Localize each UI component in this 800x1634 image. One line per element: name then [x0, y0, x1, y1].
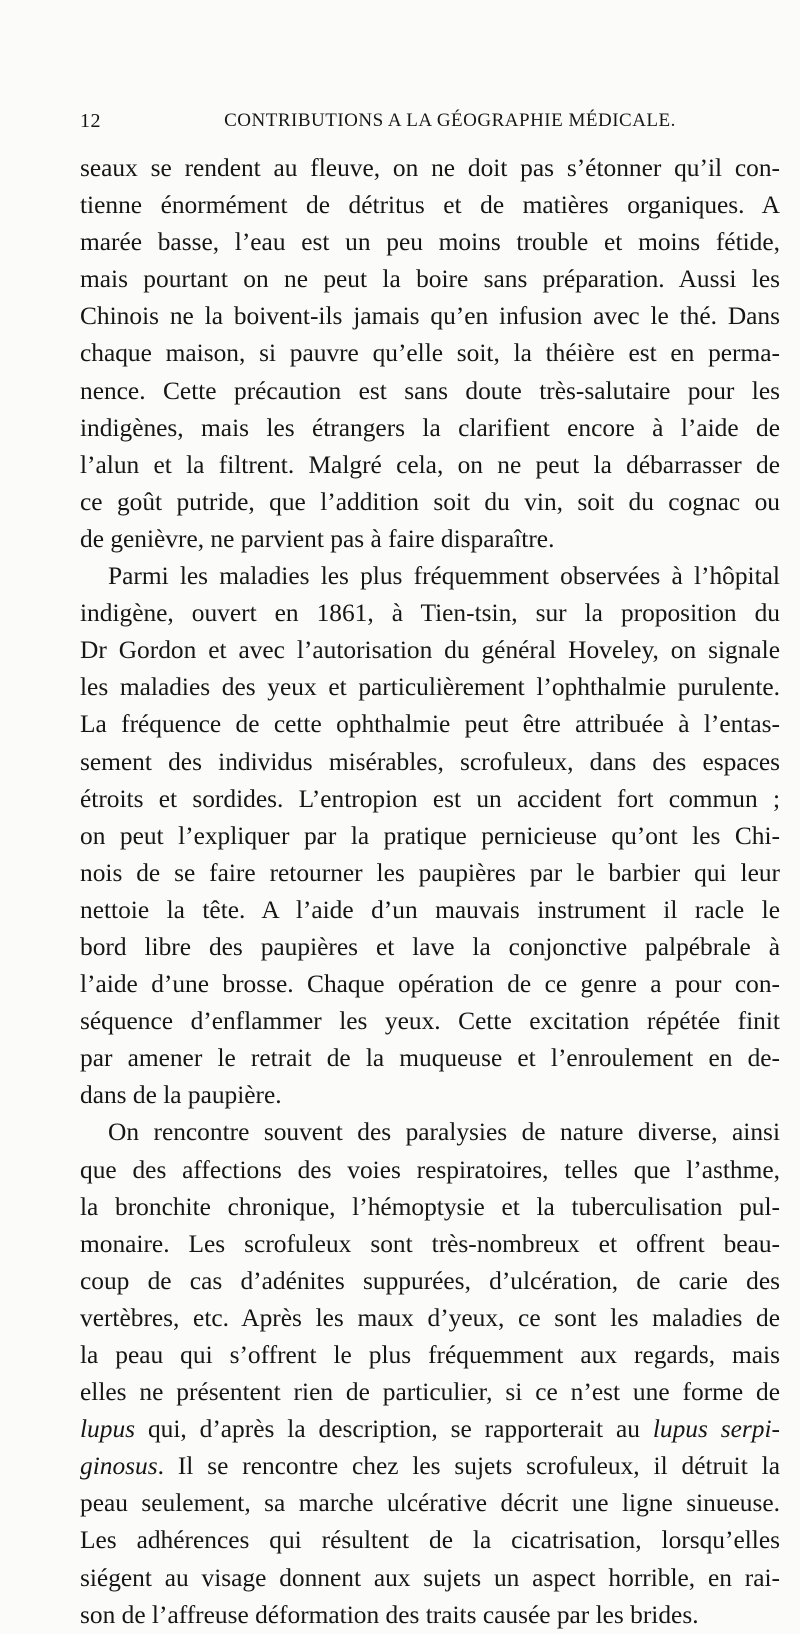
text-line: on peut l’expliquer par la pratique pernicieuse qu’ont les Chi- — [80, 821, 780, 850]
inline-text: qui, d’après la description, se rapporterait au — [135, 1415, 653, 1444]
text-line: marée basse, l’eau est un peu moins trouble et moins fétide, — [80, 228, 780, 257]
text-line: elles ne présentent rien de particulier, si ce n’est une forme de — [80, 1378, 780, 1407]
text-line: La fréquence de cette ophthalmie peut être attribuée à l’entas- — [80, 710, 780, 739]
text-line: Dr Gordon et avec l’autorisation du général Hoveley, on signale — [80, 636, 780, 665]
text-line-italic — [80, 1411, 780, 1448]
text-line: indigène, ouvert en 1861, à Tien-tsin, sur la proposition du — [80, 599, 780, 628]
text-line: la peau qui s’offrent le plus fréquemment aux regards, mais — [80, 1341, 780, 1369]
text-line: Les adhérences qui résultent de la cicatrisation, lorsqu’elles — [80, 1526, 780, 1555]
text-line: dans de la paupière. — [80, 1081, 282, 1110]
paragraph-1 — [80, 150, 780, 558]
text-line: indigènes, mais les étrangers la clarifient encore à l’aide de — [80, 413, 780, 442]
text-line: bord libre des paupières et lave la conjonctive palpébrale à — [80, 932, 780, 961]
text-line: l’aide d’une brosse. Chaque opération de ce genre a pour con- — [80, 970, 780, 999]
text-line: l’alun et la filtrent. Malgré cela, on ne peut la débarrasser de — [80, 450, 780, 479]
inline-text: . Il se rencontre chez les sujets scrofuleux, il détruit la — [157, 1452, 780, 1481]
paragraph-2 — [80, 558, 780, 1114]
text-line: chaque maison, si pauvre qu’elle soit, la théière est en perma- — [80, 339, 780, 368]
text-line: par amener le retrait de la muqueuse et l’enroulement en de- — [80, 1044, 780, 1073]
text-line: que des affections des voies respiratoires, telles que l’asthme, — [80, 1155, 780, 1184]
text-line: siégent au visage donnent aux sujets un aspect horrible, en rai- — [80, 1563, 780, 1592]
text-line: séquence d’enflammer les yeux. Cette excitation répétée finit — [80, 1007, 780, 1036]
text-line: étroits et sordides. L’entropion est un accident fort commun ; — [80, 784, 780, 813]
text-line: la bronchite chronique, l’hémoptysie et la tuberculisation pul- — [80, 1192, 780, 1221]
page-number: 12 — [80, 110, 101, 132]
italic-term: lupus serpi- — [652, 1415, 781, 1444]
text-line: seaux se rendent au fleuve, on ne doit pas s’étonner qu’il con- — [80, 154, 780, 182]
text-line: sement des individus misérables, scrofuleux, dans des espaces — [80, 747, 780, 776]
italic-term: ginosus — [80, 1452, 158, 1481]
text-line: tienne énormément de détritus et de matières organiques. A — [80, 191, 780, 220]
text-line: les maladies des yeux et particulièrement l’ophthalmie purulente. — [80, 673, 780, 702]
text-line: de genièvre, ne parvient pas à faire disparaître. — [80, 524, 555, 553]
text-line: Chinois ne la boivent-ils jamais qu’en infusion avec le thé. Dans — [80, 302, 780, 331]
text-line: nence. Cette précaution est sans doute très-salutaire pour les — [80, 376, 780, 405]
running-head — [80, 110, 780, 150]
text-line: Parmi les maladies les plus fréquemment observées à l’hôpital — [108, 562, 780, 591]
text-line: ce goût putride, que l’addition soit du vin, soit du cognac ou — [80, 487, 780, 516]
text-line: coup de cas d’adénites suppurées, d’ulcération, de carie des — [80, 1266, 780, 1295]
page — [80, 110, 780, 1634]
italic-term: lupus — [80, 1415, 136, 1444]
text-line: nois de se faire retourner les paupières par le barbier qui leur — [80, 858, 780, 887]
body-text — [80, 150, 780, 1634]
running-title: CONTRIBUTIONS A LA GÉOGRAPHIE MÉDICALE. — [224, 110, 676, 131]
text-line: peau seulement, sa marche ulcérative décrit une ligne sinueuse. — [80, 1489, 780, 1518]
text-line: son de l’affreuse déformation des traits causée par les brides. — [80, 1600, 699, 1629]
paragraph-3 — [80, 1114, 780, 1633]
text-line: monaire. Les scrofuleux sont très-nombreux et offrent beau- — [80, 1229, 780, 1258]
text-line: vertèbres, etc. Après les maux d’yeux, ce sont les maladies de — [80, 1303, 780, 1332]
text-line: nettoie la tête. A l’aide d’un mauvais instrument il racle le — [80, 895, 780, 924]
text-line: On rencontre souvent des paralysies de nature diverse, ainsi — [108, 1118, 780, 1147]
text-line: mais pourtant on ne peut la boire sans préparation. Aussi les — [80, 265, 780, 294]
